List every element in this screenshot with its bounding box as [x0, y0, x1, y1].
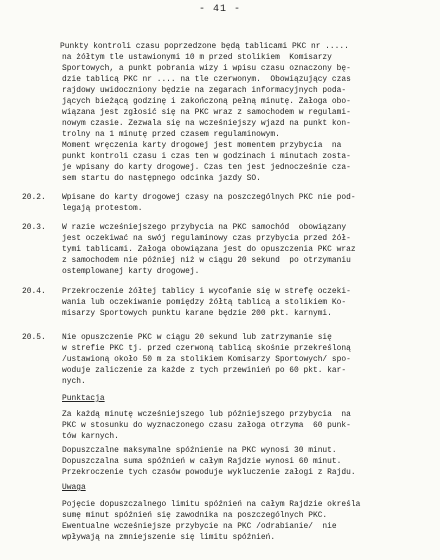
text-line: Nie opuszczenie PKC w ciągu 20 sekund lub zatrzymanie się [62, 333, 332, 342]
text-line: Ewentualne wcześniejsze przybycie na PKC /odrabianie/ nie [62, 522, 337, 531]
text-line: /ustawioną około 50 m za stolikiem Komisarzy Sportowych/ spo- [62, 355, 351, 364]
text-line: dzie tablicą PKC nr .... na tle czerwonym. Obowiązujący czas [62, 75, 351, 84]
text-line: ostemplowanej karty drogowej. [62, 267, 200, 276]
text-line: legają protestom. [62, 204, 143, 213]
text-line: Pojęcie dopuszczalnego limitu spóźnień na całym Rajdzie określa [62, 500, 361, 509]
text-line: tymi tablicami. Załoga obowiązana jest do opuszczenia PKC wraz [62, 245, 356, 254]
text-line: W razie wcześniejszego przybycia na PKC samochód obowiązany [62, 223, 347, 232]
text-line: trolny na 1 minutę przed czasem regulaminowym. [62, 130, 280, 139]
text-line: na żółtym tle ustawionymi 10 m przed stolikiem Komisarzy [62, 53, 332, 62]
text-line: Przekroczenie żółtej tablicy i wycofanie się w strefę oczeki- [62, 287, 351, 296]
text-line: nych. [62, 377, 86, 386]
text-line: wiązana jest zgłosić się na PKC wraz z samochodem w regulami- [62, 108, 351, 117]
text-line: tów karnych. [62, 432, 119, 441]
text-line: Dopuszczalna suma spóźnień w całym Rajdzie wynosi 60 minut. [62, 457, 342, 466]
text-line: Moment wręczenia karty drogowej jest momentem przybycia na [62, 141, 342, 150]
text-line: punkt kontroli czasu i czas ten w godzinach i minutach zosta- [62, 152, 351, 161]
section-number: 20.5. [22, 333, 46, 342]
text-line: Sportowych, a punkt pobrania wizy i wpisu czasu oznaczony bę- [62, 64, 351, 73]
text-line: wania lub oczekiwanie pomiędzy żółtą tablicą a stolikiem Ko- [62, 298, 347, 307]
section-number: 20.3. [22, 223, 46, 232]
text-line: jest oczekiwać na swój regulaminowy czas przybycia przed żół- [62, 234, 351, 243]
text-line: nowym czasie. Zezwala się na wcześniejszy wjazd na punkt kon- [62, 119, 351, 128]
text-line: Dopuszczalne maksymalne spóźnienie na PKC wynosi 30 minut. [62, 446, 337, 455]
text-line: Przekroczenie tych czasów powoduje wykluczenie załogi z Rajdu. [62, 468, 356, 477]
text-line: PKC w stosunku do wyznaczonego czasu załoga otrzyma 60 punk- [62, 421, 351, 430]
section-heading: Uwaga [62, 483, 86, 492]
text-line: sem startu do następnego odcinka jazdy SO. [62, 174, 261, 183]
text-line: je wpisany do karty drogowej. Czas ten jest jednocześnie cza- [62, 163, 351, 172]
section-number: 20.2. [22, 193, 46, 202]
page-number: - 41 - [198, 4, 241, 15]
section-heading: Punktacja [62, 394, 105, 403]
text-line: Wpisane do karty drogowej czasy na poszczególnych PKC nie pod- [62, 193, 356, 202]
text-line: wpływają na zmniejszenie się limitu spóźnień. [62, 533, 276, 542]
text-line: Punkty kontroli czasu poprzedzone będą tablicami PKC nr ..... [60, 42, 349, 51]
text-line: jących bieżącą godzinę i zakończoną pełną minutę. Załoga obo- [62, 97, 351, 106]
text-line: z samochodem nie później niż w ciągu 20 sekund po otrzymaniu [62, 256, 351, 265]
text-line: rajdowy uwidoczniony będzie na zegarach informacyjnych poda- [62, 86, 347, 95]
text-line: Za każdą minutę wcześniejszego lub późniejszego przybycia na [62, 410, 351, 419]
text-line: misarzy Sportowych punktu karane będzie 200 pkt. karnymi. [62, 309, 332, 318]
text-line: woduje zaliczenie za każde z tych przewinień po 60 pkt. kar- [62, 366, 347, 375]
section-number: 20.4. [22, 287, 46, 296]
text-line: sumę minut spóźnień się zawodnika na poszczególnych PKC. [62, 511, 328, 520]
text-line: w strefie PKC tj. przed czerwoną tablicą skośnie przekreśloną [62, 344, 351, 353]
